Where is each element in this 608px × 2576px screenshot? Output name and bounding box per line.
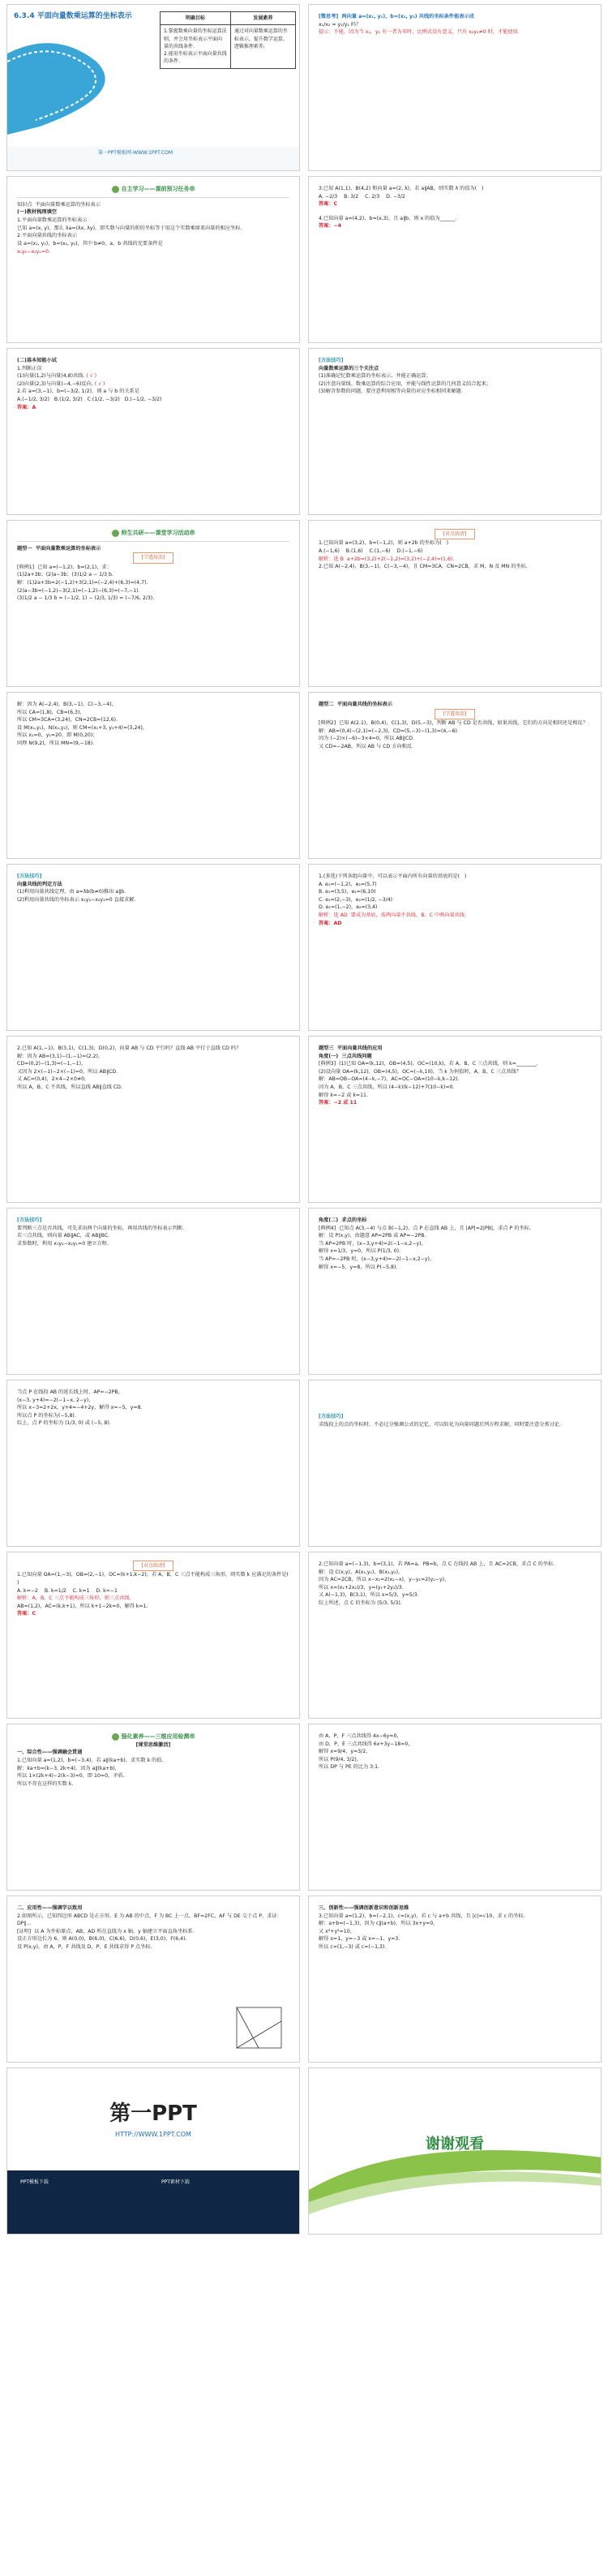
text-line: 解得 x=−5，y=8，所以 P(−5,8).	[319, 1264, 398, 1270]
text-line: 所以 CM=3CA=(3,24)，CN=2CB=(12,6).	[17, 717, 118, 723]
text-line: 所以 c=(1,−3) 或 c=(−1,3).	[319, 1944, 387, 1951]
text-line: AB=(1,2)，AC=(k,k+1)，所以 k+1−2k=0，解得 k=1.	[17, 1603, 148, 1609]
logo-text: 第一PPT	[109, 2102, 197, 2126]
leaf-icon	[112, 1733, 119, 1741]
table-header: 明确目标	[161, 12, 231, 25]
text-line: (1)向量(1,2)与向量(4,8)共线. ( √ )	[17, 373, 97, 380]
slide-method-4	[308, 1380, 602, 1547]
line-af	[237, 2021, 281, 2048]
text-line: 同理 N(9,2)，所以 MN=(9,−18).	[17, 741, 95, 747]
text-line: 角度(二) 求点的坐标	[319, 1217, 367, 1223]
slide-multi-choice	[308, 864, 602, 1031]
text-line: (3)解含参数的问题，要注意利用相等向量的对应坐标相同来解题.	[319, 389, 463, 395]
answer-text: 答案：A	[17, 404, 36, 410]
text-line: 2.若 a=(3,−1)，b=(−3/2, 1/2)，则 a 与 b 的关系是	[17, 389, 139, 395]
section-heading: [方法技巧]	[17, 874, 42, 879]
slide-collab-1	[6, 520, 300, 687]
options: A. −2/3 B. 3/2 C. 2/3 D. −3/2	[319, 193, 405, 200]
text-line: 设 M(x₁,y₁)，N(x₂,y₂)，则 CM=(x₁+3, y₁+4)=(3,24)，	[17, 724, 148, 731]
text-line: 解：设 P(x,y)，由题意 AP=2PB 或 AP=−2PB.	[319, 1233, 426, 1239]
sub-heading: [课堂思维激活]	[135, 1741, 171, 1748]
slide-logo	[6, 2067, 300, 2235]
leaf-icon	[112, 530, 119, 537]
text-line: 2.已知向量 a=(−1,3)，b=(3,1)，若 PA=a，PB=b，点 C 在线段 AB 上，且 AC=2CB，求点 C 的坐标.	[319, 1561, 555, 1567]
text-line: [典例1] 已知 a=(−1,2)，b=(2,1)，求：	[17, 564, 112, 570]
footer-label: PPT素材下载	[161, 2179, 190, 2185]
answer-text: x₁y₂−x₂y₁=0.	[17, 248, 50, 255]
text-line: 题型二 平面向量共线的坐标表示	[319, 702, 392, 707]
text-line: [典例2] 已知 A(2,1)，B(0,4)，C(1,3)，D(5,−3)，判断 AB 与 CD 是否共线，如果共线，它们的方向是相同还是相反？	[319, 719, 588, 726]
slide-collinear-app	[308, 1036, 602, 1203]
text-line: (3)1/2 a − 1/3 b = (−1/2, 1) − (2/3, 1/3) = (−7/6, 2/3).	[17, 595, 155, 602]
slide-practice-2	[6, 1036, 300, 1203]
text-line: 当 AP=2PB 时，(x−3,y+4)=2(−1−x,2−y)，	[319, 1240, 426, 1247]
text-line: (一)教材梳理填空	[17, 209, 57, 216]
text-line: (1)准确记忆数乘运算的坐标表示，并能正确运算；	[319, 373, 431, 380]
goal-item: 2.能用坐标表示平面向量共线的条件.	[164, 51, 227, 65]
text-line: 1.已知向量 a=(3,2)，b=(−1,2)，则 a+2b 的坐标为( )	[319, 540, 449, 547]
text-line: 解：a+b=(−1,3)，因为 c∥(a+b)，所以 3x+y=0，	[319, 1921, 439, 1927]
analysis-text: 解析：选 B a+2b=(3,2)+2(−1,2)=(3,2)+(−2,4)=(1,6).	[319, 556, 455, 562]
text-line: 知识点 平面向量数乘运算的坐标表示	[17, 201, 101, 208]
text-line: 1.(多选)下列各组向量中，可以表示平面内所有向量的基底的是( )	[319, 874, 467, 879]
text-line: 解：设 C(x,y)，A(x₁,y₁)，B(x₂,y₂)，	[319, 1569, 404, 1575]
text-line: 角度(一) 三点共线问题	[319, 1053, 372, 1059]
text-line: 解得 k=−2 或 k=11.	[319, 1092, 368, 1098]
hint-text: 提示：不能，因为当 x₂，y₂ 有一者为零时，比例式没有意义，只有 x₂y₂≠0 时，才能使用.	[319, 29, 520, 36]
answer-text: 答案：AD	[319, 920, 342, 926]
text-line: 题型三 平面向量共线的应用	[319, 1045, 383, 1051]
text-line: [典例4] 已知点 A(3,−4) 与点 B(−1,2)，点 P 在直线 AB 上，且 |AP|=2|PB|，求点 P 的坐标.	[319, 1225, 531, 1231]
text-line: (2)a−3b=(−1,2)−3(2,1)=(−1,2)−(6,3)=(−7,−1).	[17, 587, 140, 594]
text-line: 解：AB=OB−OA=(4−k,−7)，AC=OC−OA=(10−k,k−12).	[319, 1076, 460, 1083]
text-line: 2.如图所示，已知四边形 ABCD 是正方形，E 为 AB 的中点，F 为 BC 上一点，BF=2FC，AF 与 DE 交于点 P，求证：DP∥...	[17, 1913, 282, 1927]
text-line: 由 D，P，E 三点共线得 6x+3y−18=0，	[319, 1741, 413, 1747]
text-line: 又 AC=(0,4)，2×4−2×0≠0，	[17, 1076, 90, 1083]
text-line: 又 x²+y²=10，	[319, 1928, 355, 1934]
text-line: 综上所述，点 C 的坐标为 (5/3, 5/3).	[319, 1600, 402, 1607]
text-line: 若三点共线，则向量 AB∥AC，或 AB∥BC.	[17, 1233, 110, 1239]
text-line: 解：AB=(0,4)−(2,1)=(−2,3)，CD=(5,−3)−(1,3)=(4,−6).	[319, 728, 459, 734]
text-line: (2)向量(2,3)与向量(−4,−6)反向. ( √ )	[17, 380, 105, 387]
slide-method	[308, 348, 602, 515]
leaf-icon	[112, 186, 119, 193]
section-heading: [方法技巧]	[319, 358, 344, 363]
text-line: (2)注意向量线、数乘运算的综合应用，并能与线性运算的几何意义结合起来；	[319, 380, 491, 387]
option-item: C. e₁=(2,−3)，e₂=(1/2, −3/4)	[319, 896, 393, 903]
text-line: 1.判断正误	[17, 365, 42, 371]
text-line: 设 P(x,y)，由 A，P，F 共线及 D，P，E 共线求得 P 点坐标.	[17, 1944, 152, 1951]
section-banner: 强化素养——三维应用检测串	[17, 1732, 289, 1741]
slide-application	[6, 1896, 300, 2063]
text-line: (2)设向量 OA=(k,12)，OB=(4,5)，OC=(−k,10)，当 k 为何值时，A，B，C 三点共线？	[319, 1068, 521, 1075]
text-line: 2.平面向量共线的坐标表示	[17, 233, 77, 239]
text-line: CD=(0,2)−(1,3)=(−1,−1)，	[17, 1061, 87, 1067]
analysis-text: 解析：选 AD 要成为基底，需两向量不共线，B、C 中两向量共线.	[319, 912, 467, 919]
text-line: (1)利用向量共线定理，由 a=λb(b≠0)推出 a∥b.	[17, 889, 126, 895]
slide-literacy	[6, 1724, 300, 1891]
text-line: 1.已知向量 a=(1,2)，b=(−3,4)，若 a∥(ka+b)，求实数 k 的值.	[17, 1758, 164, 1764]
slide-practice-1	[308, 520, 602, 687]
text-line: 3.已知 A(1,1)，B(4,2) 和向量 a=(2, λ)，若 a∥AB，则实数 λ 的值为( )	[319, 186, 484, 191]
answer-text: 答案：C	[319, 201, 338, 208]
slide-title	[6, 4, 300, 171]
analysis-text: 解析：A，B，C 三点不能构成三角形，则三点共线.	[17, 1595, 131, 1602]
logo-url: HTTP://WWW.1PPT.COM	[115, 2131, 191, 2138]
text-line: (x−3, y+4)=−2(−1−x, 2−y)，	[17, 1397, 94, 1403]
text-line: (2)利用向量共线的坐标表示 x₁y₂−x₂y₁=0 直接求解.	[17, 896, 136, 903]
text-line: 向量共线的判定方法	[17, 881, 62, 887]
slide-self-study	[6, 176, 300, 343]
option-item: A. e₁=(−1,2)，e₂=(5,7)	[319, 881, 377, 887]
slide-solution-3	[308, 1724, 602, 1891]
square-diagram	[233, 2003, 289, 2052]
section-heading: [方法技巧]	[17, 1217, 42, 1223]
slide-thanks	[308, 2067, 602, 2235]
table-header: 发展素养	[230, 12, 295, 25]
text-line: 所以不存在这样的实数 k.	[17, 1780, 74, 1787]
text-line: 求参数时，利用 x₁y₂−x₂y₁=0 建立方程.	[17, 1240, 109, 1247]
slide-collinear	[308, 692, 602, 859]
tag-label: [对点练清]	[133, 1561, 174, 1571]
section-heading: [方法技巧]	[319, 1414, 344, 1419]
text-line: 所以 x−3=2+2x，y+4=−4+2y，解得 x=−5，y=8.	[17, 1405, 143, 1411]
option-item: B. e₁=(3,5)，e₂=(6,10)	[319, 889, 376, 895]
slide-practice-4	[308, 1552, 602, 1719]
slide-thinking	[308, 176, 602, 343]
section-heading: [微思考] 两向量 a=(x₁, y₁)，b=(x₂, y₂) 共线的坐标条件能表示成	[319, 14, 474, 19]
text-line: 要判断三点是否共线，可先求出两个向量的坐标，再用共线的坐标表示判断.	[17, 1225, 185, 1231]
text-line: 向量数乘运算的三个关注点	[319, 365, 379, 371]
text-line: 题型一 平面向量数乘运算的坐标表示	[17, 545, 101, 552]
section-banner: 自主学习——课前预习任务串	[17, 185, 289, 194]
tag-label: [学透用活]	[133, 552, 174, 563]
text-line: [证明] 以 A 为坐标原点，AB，AD 所在直线为 x 轴，y 轴建立平面直角坐标系.	[17, 1928, 195, 1934]
road-shape	[7, 43, 105, 135]
text-line: 解：因为 AB=(3,1)−(1,−1)=(2,2)，	[17, 1053, 104, 1059]
text-line: 解：(1)2a+3b=2(−1,2)+3(2,1)=(−2,4)+(6,3)=(4,7).	[17, 579, 148, 586]
divider	[17, 541, 289, 542]
text-line: (1)2a+3b；(2)a−3b；(3)1/2 a − 1/3 b.	[17, 572, 113, 578]
text-line: 一、综合性——强调融会贯通	[17, 1750, 83, 1756]
text-line: 设 a=(x₁, y₁)，b=(x₂, y₂)，其中 b≠0，a，b 共线的充要条件是	[17, 240, 163, 247]
square-outline	[237, 2007, 281, 2048]
text-line: 二、应用性——强调学以致用	[17, 1905, 83, 1911]
slide-self-study-1	[308, 4, 602, 171]
text-line: 当 AP=−2PB 时，(x−3,y+4)=−2(−1−x,2−y)，	[319, 1256, 435, 1263]
text-line: 所以点 P 的坐标为(−5,8).	[17, 1412, 76, 1419]
text-line: 解得 x=1/3，y=0，所以 P(1/3, 0).	[319, 1248, 400, 1255]
divider	[17, 197, 289, 198]
text-line: 三、创新性——强调创新意识和创新思维	[319, 1905, 409, 1911]
page-title: 6.3.4 平面向量数乘运算的坐标表示	[14, 12, 132, 20]
slide-method-3	[6, 1208, 300, 1375]
thanks-title: 谢谢观看	[426, 2136, 484, 2153]
text-line: 又因为 2×(−1)−2×(−1)=0，所以 AB∥CD.	[17, 1068, 118, 1075]
text-line: 1.已知向量 OA=(1,−3)，OB=(2,−1)，OC=(k+1,k−2)，若 A，B，C 三点不能构成三角形，则实数 k 应满足的条件是( )	[17, 1572, 293, 1586]
options: A.(−1/2, 3/2) B.(1/2, 3/2) C.(1/2, −3/2) D.(−1/2, −3/2)	[17, 397, 162, 403]
text-line: 已知 a=(x, y)，那么 λa=(λx, λy)，即实数与向量的积的坐标等于用这个实数乘原来向量的相应坐标.	[17, 225, 242, 231]
literacy-cell: 通过对向量数乘运算的坐标表示，提升数学运算、逻辑推理素养.	[230, 25, 295, 68]
tag-label: [学透用活]	[435, 709, 476, 719]
text-line: 2.已知 A(1,−1)，B(3,1)，C(1,3)，D(0,2)，向量 AB 与 CD 平行吗？直线 AB 平行于直线 CD 吗？	[17, 1045, 242, 1051]
footer-label: PPT模板下载	[20, 2179, 49, 2185]
text-line: 因为 (−2)×(−6)−3×4=0，所以 AB∥CD.	[319, 736, 414, 742]
objectives-table	[160, 11, 296, 69]
website-label: 第一PPT模板网-WWW.1PPT.COM	[98, 150, 173, 156]
slide-quiz	[6, 348, 300, 515]
check-mark: ( √ )	[94, 380, 105, 387]
check-mark: ( √ )	[86, 373, 97, 380]
text-line: 因为 A，B，C 三点共线，所以 (4−k)(k−12)+7(10−k)=0.	[319, 1084, 455, 1091]
text-line: 所以 A，B，C 不共线，所以直线 AB∥直线 CD.	[17, 1084, 122, 1091]
text-line: 解得 x=9/4，y=3/2，	[319, 1749, 371, 1755]
footer-band	[7, 2170, 299, 2234]
text-line: 当点 P 在线段 AB 的延长线上时，AP=−2PB，	[17, 1389, 123, 1395]
slide-point-coords	[308, 1208, 602, 1375]
text-line: 所以 x=(x₁+2x₂)/3，y=(y₁+2y₂)/3.	[319, 1584, 404, 1591]
text-line: 解：ka+b=(k−3, 2k+4)，因为 a∥(ka+b)，	[17, 1765, 120, 1771]
text-line: 2.已知 A(−2,4)，B(3,−1)，C(−3,−4)，且 CM=3CA，CN=2CB，求 M，N 及 MN 的坐标.	[319, 564, 528, 570]
text-line: 又 CD=−2AB，所以 AB 与 CD 方向相反.	[319, 743, 413, 749]
text-line: 求线段上的点的坐标时，不必过分强调公式的记忆，可以转化为向量问题后列方程求解，同时要注意分类讨论.	[319, 1421, 561, 1428]
text-line: 解得 x=1，y=−3 或 x=−1，y=3.	[319, 1936, 400, 1943]
text-line: 又 A(−1,3)，B(3,1)，所以 x=5/3，y=5/3.	[319, 1592, 419, 1599]
text-line: 4.已知向量 a=(4,2)，b=(x,3)，且 a∥b，则 x 的值为______.	[319, 215, 457, 221]
text-line: 所以 CA=(1,8)，CB=(6,3)，	[17, 709, 85, 715]
text-line: 综上，点 P 的坐标为 (1/3, 0) 或 (−5, 8).	[17, 1420, 111, 1427]
answer-text: 答案：C	[17, 1611, 36, 1617]
option-item: D. e₁=(1,−2)，e₂=(3,4)	[319, 904, 378, 911]
text-line: 由 A，P，F 三点共线得 4x−6y=0，	[319, 1733, 402, 1739]
text-line: 设正方形边长为 6，则 A(0,0)，B(6,0)，C(6,6)，D(0,6)，E(3,0)，F(6,4).	[17, 1936, 187, 1943]
slide-solution-2	[6, 1380, 300, 1547]
slide-solution-1	[6, 692, 300, 859]
slide-practice-3	[6, 1552, 300, 1719]
text-line: x₁/x₂ = y₁/y₂ 吗？	[319, 21, 362, 28]
answer-text: 答案：−2 或 11	[319, 1100, 358, 1106]
text-line: (二)基本知能小试	[17, 358, 57, 363]
text-line: 因为 AC=2CB，所以 x−x₁=2(x₂−x)，y−y₁=2(y₂−y)，	[319, 1577, 450, 1583]
goal-item: 1.掌握数乘向量的坐标运算法则，并会用坐标表示平面向量的共线条件.	[164, 28, 227, 49]
text-line: 1.平面向量数乘运算的坐标表示	[17, 217, 88, 224]
section-banner: 师生共研——课堂学习活动串	[17, 529, 289, 538]
text-line: 所以 x₁=0，y₁=20，即 M(0,20)；	[17, 732, 98, 739]
slide-innovation	[308, 1896, 602, 2063]
text-line: [典例3] (1)已知 OA=(k,12)，OB=(4,5)，OC=(10,k)，若 A，B，C 三点共线，则 k=________.	[319, 1061, 538, 1067]
text-line: 解：因为 A(−2,4)，B(3,−1)，C(−3,−4)，	[17, 702, 117, 707]
answer-text: 答案：−4	[319, 223, 342, 230]
options: A.(−1,6) B.(1,6) C.(1,−6) D.(−1,−6)	[319, 547, 423, 554]
tag-label: [对点练清]	[435, 529, 476, 539]
line-de	[237, 2007, 259, 2048]
text-line: 所以 1×(2k+4)−2(k−3)=0，即 10=0，矛盾.	[17, 1773, 125, 1780]
slide-method-2	[6, 864, 300, 1031]
text-line: 所以 DP 与 PE 的比为 3:1.	[319, 1764, 380, 1771]
text-line: 3.已知向量 a=(1,2)，b=(−2,1)，c=(x,y)，若 c 与 a+b 共线，且 |c|=√10，求 c 的坐标.	[319, 1913, 525, 1919]
options: A. k=−2 B. k=1/2 C. k=1 D. k=−1	[17, 1587, 118, 1594]
text-line: 所以 P(9/4, 3/2)，	[319, 1756, 362, 1762]
